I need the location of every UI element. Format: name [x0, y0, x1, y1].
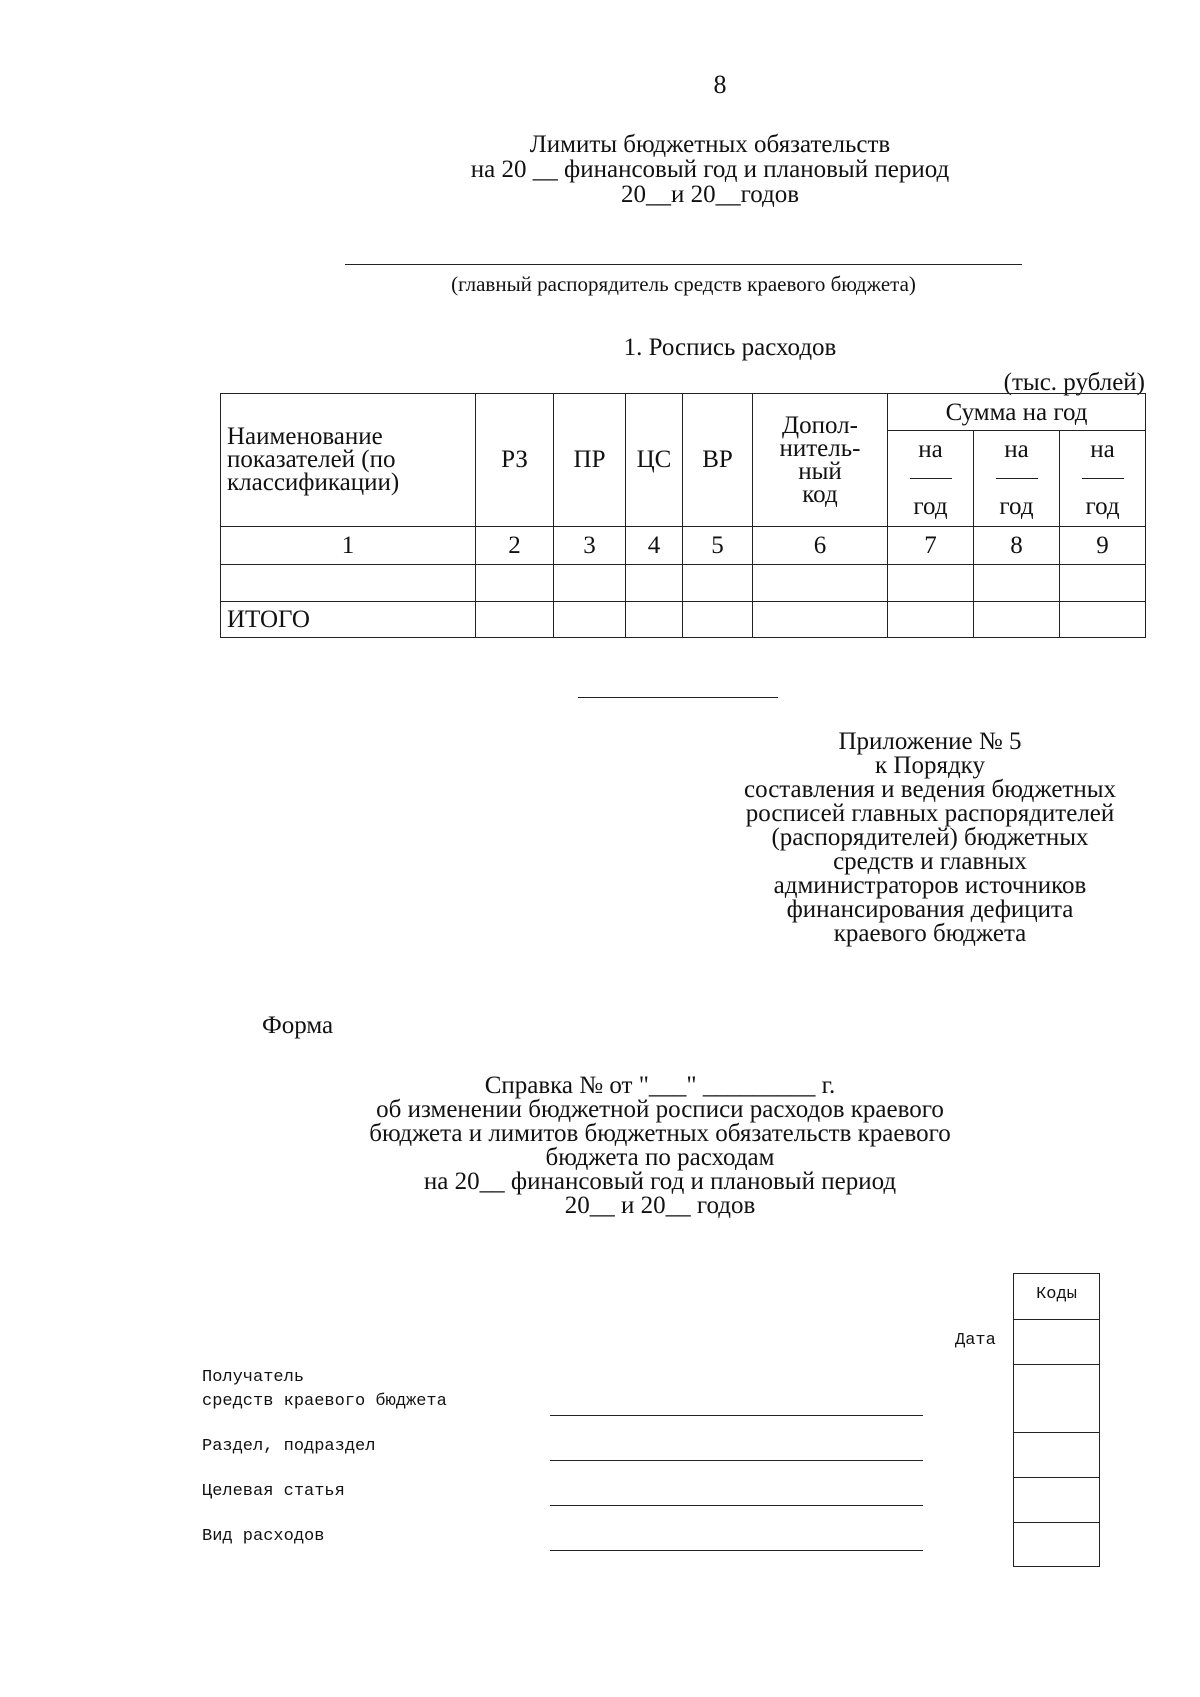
sum-year-1-blank	[910, 478, 952, 479]
empty-cell	[221, 564, 476, 601]
expenditure-table	[220, 393, 1146, 638]
limits-title	[400, 132, 1020, 207]
certificate-line4: бюджета по расходам	[545, 1144, 775, 1171]
header-sum-year-1	[888, 431, 974, 526]
empty-cell	[1060, 601, 1146, 637]
empty-cell	[888, 564, 974, 601]
target-fill-line	[550, 1505, 923, 1506]
sum-year-2-blank	[996, 478, 1038, 479]
col-number-7: 7	[888, 526, 974, 564]
total-row	[221, 601, 1146, 637]
empty-cell	[554, 564, 626, 601]
empty-cell	[476, 601, 554, 637]
col-number-1: 1	[221, 526, 476, 564]
empty-cell	[753, 564, 888, 601]
empty-cell	[626, 601, 683, 637]
codes-cell-divider	[1014, 1522, 1099, 1523]
appendix-line3: составления и ведения бюджетных	[743, 776, 1117, 803]
empty-cell	[683, 564, 753, 601]
col-number-6: 6	[753, 526, 888, 564]
header-extra-line2: нитель-	[779, 434, 861, 462]
empty-cell	[554, 601, 626, 637]
empty-cell	[753, 601, 888, 637]
sum-year-3-bottom: год	[1085, 493, 1120, 521]
header-pr: ПР	[554, 394, 626, 527]
header-sum: Сумма на год	[888, 394, 1146, 431]
recipient-fill-line	[550, 1415, 923, 1416]
appendix-line4: росписей главных распорядителей	[745, 800, 1115, 827]
units-label: (тыс. рублей)	[1003, 369, 1145, 396]
col-number-4: 4	[626, 526, 683, 564]
main-manager-fill-line	[345, 264, 1022, 265]
codes-cell-divider	[1014, 1432, 1099, 1433]
col-number-2: 2	[476, 526, 554, 564]
header-extra-line3: ный	[798, 457, 842, 485]
limits-title-line1: Лимиты бюджетных обязательств	[529, 131, 891, 158]
col-number-3: 3	[554, 526, 626, 564]
codes-cell-divider	[1014, 1364, 1099, 1365]
total-label: ИТОГО	[221, 601, 476, 637]
section-fill-line	[550, 1460, 923, 1461]
codes-cell-divider	[1014, 1319, 1099, 1320]
certificate-line6: 20__ и 20__ годов	[564, 1192, 756, 1219]
limits-title-line2: на 20 __ финансовый год и плановый период	[470, 156, 950, 183]
header-extra-line1: Допол-	[782, 411, 858, 439]
empty-cell	[888, 601, 974, 637]
header-name-line3: классификации)	[227, 469, 400, 497]
header-sum-year-3	[1060, 431, 1146, 526]
codes-box	[1013, 1273, 1100, 1567]
appendix-block	[715, 730, 1145, 946]
sum-year-3-blank	[1082, 478, 1124, 479]
codes-cell-divider	[1014, 1477, 1099, 1478]
header-name-line1: Наименование	[227, 423, 383, 451]
appendix-line1: Приложение № 5	[838, 728, 1022, 755]
header-sum-year-2	[974, 431, 1060, 526]
form-label: Форма	[262, 1012, 334, 1039]
certificate-line3: бюджета и лимитов бюджетных обязательств краевого	[369, 1120, 951, 1147]
header-extra-code	[753, 394, 888, 527]
section-heading: 1. Роспись расходов	[623, 334, 837, 361]
section-separator	[578, 697, 778, 698]
page-number: 8	[713, 70, 727, 99]
sum-year-2-bottom: год	[999, 493, 1034, 521]
sum-year-1-bottom: год	[913, 493, 948, 521]
section-label: Раздел, подраздел	[202, 1437, 376, 1456]
header-name-line2: показателей (по	[227, 446, 396, 474]
empty-cell	[476, 564, 554, 601]
appendix-line6: средств и главных	[833, 848, 1027, 875]
codes-header: Коды	[1036, 1285, 1077, 1304]
empty-cell	[1060, 564, 1146, 601]
appendix-line5: (распорядителей) бюджетных	[771, 824, 1089, 851]
limits-title-line3: 20__и 20__годов	[620, 181, 800, 208]
expense-type-label: Вид расходов	[202, 1527, 325, 1546]
expense-type-fill-line	[550, 1550, 923, 1551]
certificate-line1: Справка № от "___" _________ г.	[484, 1072, 836, 1099]
recipient-label-line2: средств краевого бюджета	[202, 1392, 447, 1411]
certificate-line2: об изменении бюджетной росписи расходов краевого	[376, 1096, 944, 1123]
recipient-label	[202, 1366, 447, 1414]
main-manager-caption: (главный распорядитель средств краевого бюджета)	[451, 272, 916, 296]
sum-year-1-top: на	[918, 436, 943, 464]
appendix-line2: к Порядку	[875, 752, 985, 779]
empty-cell	[974, 601, 1060, 637]
empty-cell	[683, 601, 753, 637]
date-label: Дата	[955, 1331, 996, 1350]
sum-year-3-top: на	[1090, 436, 1115, 464]
appendix-line8: финансирования дефицита	[786, 896, 1074, 923]
certificate-line5: на 20__ финансовый год и плановый период	[423, 1168, 897, 1195]
recipient-label-line1: Получатель	[202, 1368, 305, 1387]
sum-year-2-top: на	[1004, 436, 1029, 464]
header-cs: ЦС	[626, 394, 683, 527]
col-number-9: 9	[1060, 526, 1146, 564]
empty-cell	[626, 564, 683, 601]
empty-cell	[974, 564, 1060, 601]
certificate-title	[300, 1074, 1020, 1218]
col-number-5: 5	[683, 526, 753, 564]
header-vr: ВР	[683, 394, 753, 527]
header-extra-line4: код	[802, 480, 838, 508]
appendix-line9: краевого бюджета	[833, 920, 1027, 947]
target-label: Целевая статья	[202, 1482, 345, 1501]
header-rz: РЗ	[476, 394, 554, 527]
col-number-8: 8	[974, 526, 1060, 564]
header-name	[221, 394, 476, 527]
appendix-line7: администраторов источников	[773, 872, 1087, 899]
table-row	[221, 564, 1146, 601]
